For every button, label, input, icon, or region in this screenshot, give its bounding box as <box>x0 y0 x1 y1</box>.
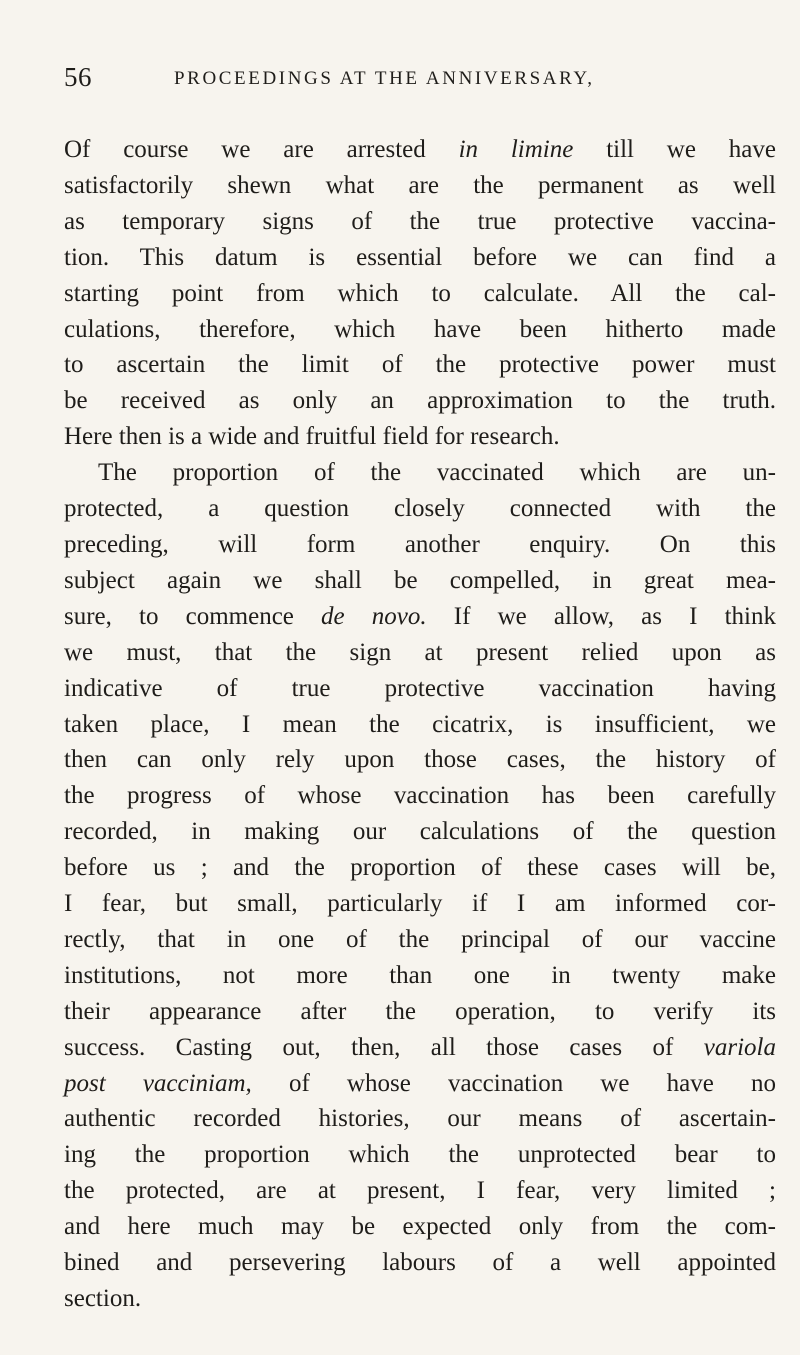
text-run: tion. This datum is essential before we can find a <box>64 243 776 271</box>
text-line <box>64 1281 776 1317</box>
text-run: authentic recorded histories, our means of ascertain- <box>64 1105 776 1133</box>
text-run: preceding, will form another enquiry. On this <box>64 530 776 558</box>
text-line <box>64 886 776 922</box>
text-run: of whose vaccination we have no <box>251 1069 776 1097</box>
text-run: to ascertain the limit of the protective power must <box>64 351 776 379</box>
text-line <box>64 455 776 491</box>
text-run: satisfactorily shewn what are the permanent as well <box>64 171 776 199</box>
text-line <box>64 491 776 527</box>
text-line <box>64 1066 776 1102</box>
text-run: subject again we shall be compelled, in great mea- <box>64 566 776 594</box>
text-line <box>64 1209 776 1245</box>
text-run: Here then is a wide and fruitful field for research. <box>64 423 560 451</box>
text-line <box>64 994 776 1030</box>
text-line <box>64 1173 776 1209</box>
text-run: as temporary signs of the true protective vaccina- <box>64 207 776 235</box>
text-run: the protected, are at present, I fear, very limited ; <box>64 1177 776 1205</box>
text-line <box>64 814 776 850</box>
paragraph <box>64 455 776 1317</box>
text-run: rectly, that in one of the principal of our vaccine <box>64 925 776 953</box>
text-line <box>64 742 776 778</box>
italic-text-run: de novo. <box>321 602 427 630</box>
text-line <box>64 383 776 419</box>
italic-text-run: variola <box>703 1033 776 1061</box>
text-line <box>64 958 776 994</box>
text-run: the progress of whose vaccination has been carefully <box>64 782 776 810</box>
text-run: till we have <box>573 136 776 163</box>
text-run: I fear, but small, particularly if I am informed cor- <box>64 890 776 918</box>
text-run: Of course we are arrested <box>64 136 459 163</box>
text-line <box>64 1030 776 1066</box>
text-run: their appearance after the operation, to verify its <box>64 997 776 1025</box>
text-run: section. <box>64 1285 142 1312</box>
text-line <box>64 671 776 707</box>
text-line <box>64 599 776 635</box>
text-line <box>64 204 776 240</box>
italic-text-run: in limine <box>458 136 574 163</box>
text-run: recorded, in making our calculations of the question <box>64 818 776 846</box>
text-run: then can only rely upon those cases, the history of <box>64 746 776 774</box>
text-run: culations, therefore, which have been hitherto made <box>64 315 776 343</box>
running-title: PROCEEDINGS AT THE ANNIVERSARY, <box>174 68 595 89</box>
text-line <box>64 168 776 204</box>
text-line <box>64 635 776 671</box>
body-text <box>64 132 776 1317</box>
text-run: ing the proportion which the unprotected bear to <box>64 1141 776 1169</box>
italic-text-run: post vacciniam, <box>64 1069 252 1097</box>
text-line <box>64 707 776 743</box>
text-line <box>64 419 776 455</box>
text-line <box>64 347 776 383</box>
text-run: taken place, I mean the cicatrix, is insufficient, we <box>64 710 776 738</box>
text-line <box>64 132 776 168</box>
text-run: If we allow, as I think <box>426 602 776 630</box>
text-run: we must, that the sign at present relied upon as <box>64 638 776 666</box>
text-line <box>64 1101 776 1137</box>
text-line <box>64 563 776 599</box>
text-run: before us ; and the proportion of these cases will be, <box>64 854 776 882</box>
text-run: be received as only an approximation to the truth. <box>64 387 776 415</box>
text-run: and here much may be expected only from the com- <box>64 1213 776 1241</box>
text-run: success. Casting out, then, all those cases of <box>64 1033 704 1061</box>
text-run: institutions, not more than one in twenty make <box>64 961 776 989</box>
text-line <box>64 276 776 312</box>
text-line <box>64 312 776 348</box>
text-line <box>64 1137 776 1173</box>
text-line <box>64 922 776 958</box>
page-number: 56 <box>64 62 92 92</box>
text-run: starting point from which to calculate. All the cal- <box>64 279 776 307</box>
paragraph <box>64 132 776 455</box>
text-run: The proportion of the vaccinated which are un- <box>98 459 776 487</box>
text-line <box>64 1245 776 1281</box>
text-run: protected, a question closely connected with the <box>64 495 776 523</box>
text-line <box>64 240 776 276</box>
running-head <box>64 62 764 102</box>
text-line <box>64 778 776 814</box>
text-run: indicative of true protective vaccination having <box>64 674 776 702</box>
text-run: sure, to commence <box>64 602 322 630</box>
text-line <box>64 850 776 886</box>
text-run: bined and persevering labours of a well appointed <box>64 1249 776 1277</box>
text-line <box>64 527 776 563</box>
